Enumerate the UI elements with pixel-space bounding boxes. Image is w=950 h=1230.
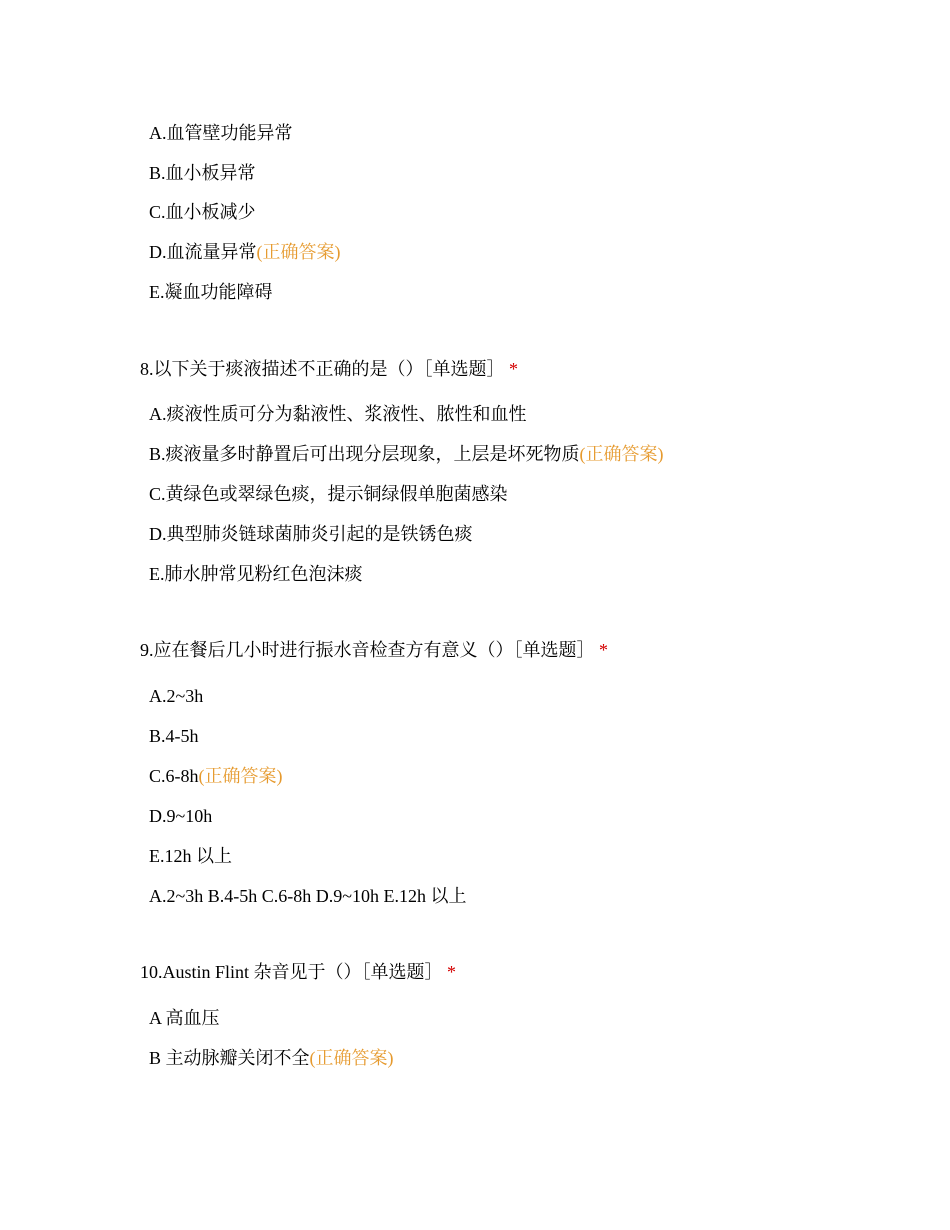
option-c <box>149 764 283 788</box>
option-e <box>149 562 363 586</box>
option-text: E.肺水肿常见粉红色泡沫痰 <box>149 564 363 584</box>
option-text: A.2~3h <box>149 686 204 706</box>
option-d <box>149 240 341 264</box>
correct-answer-marker: (正确答案) <box>309 1048 394 1068</box>
question-text: 9.应在餐后几小时进行振水音检查方有意义（）［单选题］ <box>140 640 595 660</box>
option-e <box>149 280 273 304</box>
required-marker: * <box>509 359 518 379</box>
option-text: D.典型肺炎链球菌肺炎引起的是铁锈色痰 <box>149 524 473 544</box>
question-10-title <box>140 960 456 984</box>
correct-answer-marker: (正确答案) <box>579 444 664 464</box>
option-a <box>149 402 527 426</box>
option-text: E.凝血功能障碍 <box>149 282 273 302</box>
option-text: D.9~10h <box>149 806 213 826</box>
option-d <box>149 804 212 828</box>
option-text: A 高血压 <box>149 1008 220 1028</box>
correct-answer-marker: (正确答案) <box>256 242 341 262</box>
option-c <box>149 200 256 224</box>
required-marker: * <box>447 962 457 982</box>
option-a <box>149 1006 220 1030</box>
option-text: A.痰液性质可分为黏液性、浆液性、脓性和血性 <box>149 404 527 424</box>
question-text: 8.以下关于痰液描述不正确的是（）［单选题］ <box>140 359 505 379</box>
option-text: C.6-8h <box>149 766 199 786</box>
question-text: 10.Austin Flint 杂音见于（）［单选题］ <box>140 962 443 982</box>
option-d <box>149 522 473 546</box>
option-b <box>149 724 199 748</box>
question-8-title <box>140 357 518 381</box>
options-summary <box>149 884 466 908</box>
correct-answer-marker: (正确答案) <box>198 766 283 786</box>
option-b <box>149 161 256 185</box>
option-text: B.血小板异常 <box>149 163 256 183</box>
option-text: A.2~3h B.4-5h C.6-8h D.9~10h E.12h 以上 <box>149 886 467 906</box>
option-text: B 主动脉瓣关闭不全 <box>149 1048 310 1068</box>
option-a <box>149 121 293 145</box>
option-b <box>149 442 664 466</box>
option-text: B.痰液量多时静置后可出现分层现象，上层是坏死物质 <box>149 444 580 464</box>
option-a <box>149 684 203 708</box>
option-b <box>149 1046 394 1070</box>
option-text: D.血流量异常 <box>149 242 257 262</box>
question-9-title <box>140 638 608 662</box>
option-text: E.12h 以上 <box>149 846 232 866</box>
required-marker: * <box>599 640 608 660</box>
option-text: C.血小板减少 <box>149 202 256 222</box>
option-text: A.血管壁功能异常 <box>149 123 293 143</box>
option-text: C.黄绿色或翠绿色痰，提示铜绿假单胞菌感染 <box>149 484 508 504</box>
option-e <box>149 844 232 868</box>
option-c <box>149 482 508 506</box>
option-text: B.4-5h <box>149 726 199 746</box>
